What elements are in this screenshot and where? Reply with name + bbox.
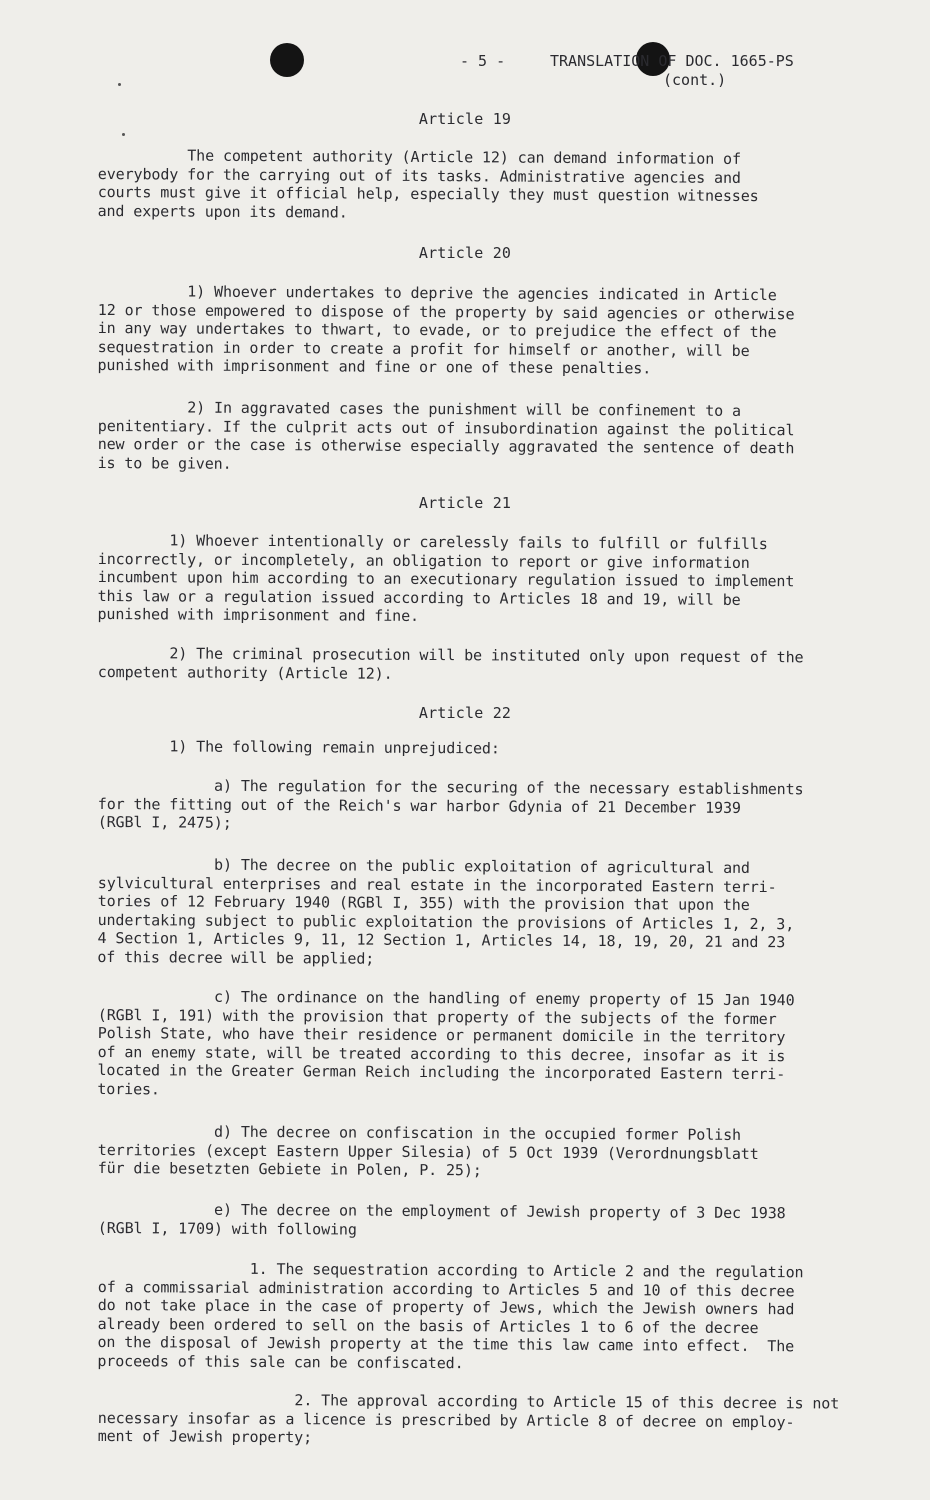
article-paragraph: e) The decree on the employment of Jewish property of 3 Dec 1938 (RGBl I, 1709) with following [97,1200,786,1239]
article-paragraph: c) The ordinance on the handling of enemy property of 15 Jan 1940 (RGBl I, 191) with the provision that property of the subjects of the former Polish State, who have their residence or permanent domicile in the territory of an enemy state, will be treated according to this decree, insofar as it is located in the Greater German Reich including the incorporated Eastern terri- tories. [97,987,795,1098]
article-paragraph: 2) In aggravated cases the punishment will be confinement to a penitentiary. If the culprit acts out of insubordination against the political new order or the case is otherwise especially aggravated the sentence of death is to be given. [97,398,795,473]
stray-mark [122,133,125,136]
article-paragraph: d) The decree on confiscation in the occupied former Polish territories (except Eastern Upper Silesia) of 5 Oct 1939 (Verordnungsblatt für die besetzten Gebiete in Polen, P. 25); [97,1122,759,1180]
continued-label: (cont.) [663,71,727,89]
article-paragraph: 1) Whoever intentionally or carelessly fails to fulfill or fulfills incorrectly, or incompletely, an obligation to report or give information incumbent upon him according to an executionary regulation issued to implement this law or a regulation issued according to Articles 18 and 19, will be punished with imprisonment and fine. [97,531,795,625]
article-heading: Article 22 [418,704,512,722]
article-paragraph: 2. The approval according to Article 15 of this decree is not necessary insofar as a licence is prescribed by Article 8 of decree on employ- ment of Jewish property; [97,1390,840,1447]
article-heading: Article 20 [418,244,512,262]
article-paragraph: b) The decree on the public exploitation of agricultural and sylvicultural enterprises and real estate in the incorporated Eastern terri- tories of 12 February 1940 (RGBl I, 355) with the provision that upon the undertaking subject to public exploitation the provisions of Articles 1, 2, 3, 4 Section 1, Articles 9, 11, 12 Section 1, Articles 14, 18, 19, 20, 21 and 23 of this decree will be applied; [97,855,795,968]
document-reference: TRANSLATION OF DOC. 1665-PS [550,52,794,70]
article-heading: Article 21 [418,494,512,512]
stray-mark [118,83,121,86]
article-heading: Article 19 [418,110,512,128]
article-paragraph: a) The regulation for the securing of the necessary establishments for the fitting out of the Reich's war harbor Gdynia of 21 December 1939 (RGBl I, 2475); [97,776,804,832]
article-paragraph: 1) The following remain unprejudiced: [97,737,500,758]
article-paragraph: The competent authority (Article 12) can demand information of everybody for the carrying out of its tasks. Administrative agencies and courts must give it official help, especially they must question witnesses and experts upon its demand. [97,146,759,222]
punch-hole-left [270,43,304,77]
article-paragraph: 2) The criminal prosecution will be instituted only upon request of the competent authority (Article 12). [97,644,804,683]
article-paragraph: 1) Whoever undertakes to deprive the agencies indicated in Article 12 or those empowered to dispose of the property by said agencies or otherwise in any way undertakes to thwart, to evade, or to prejudice the effect of the sequestration in order to create a profit for himself or another, will be punished with imprisonment and fine or one of these penalties. [97,282,795,378]
page-number: - 5 - [460,52,506,70]
article-paragraph: 1. The sequestration according to Article 2 and the regulation of a commissarial administration according to Articles 5 and 10 of this decree do not take place in the case of property of Jews, which the Jewish owners had already been ordered to sell on the basis of Articles 1 to 6 of the decree on the disposal of Jewish property at the time this law came into effect. The proceeds of this sale can be confiscated. [97,1259,804,1372]
